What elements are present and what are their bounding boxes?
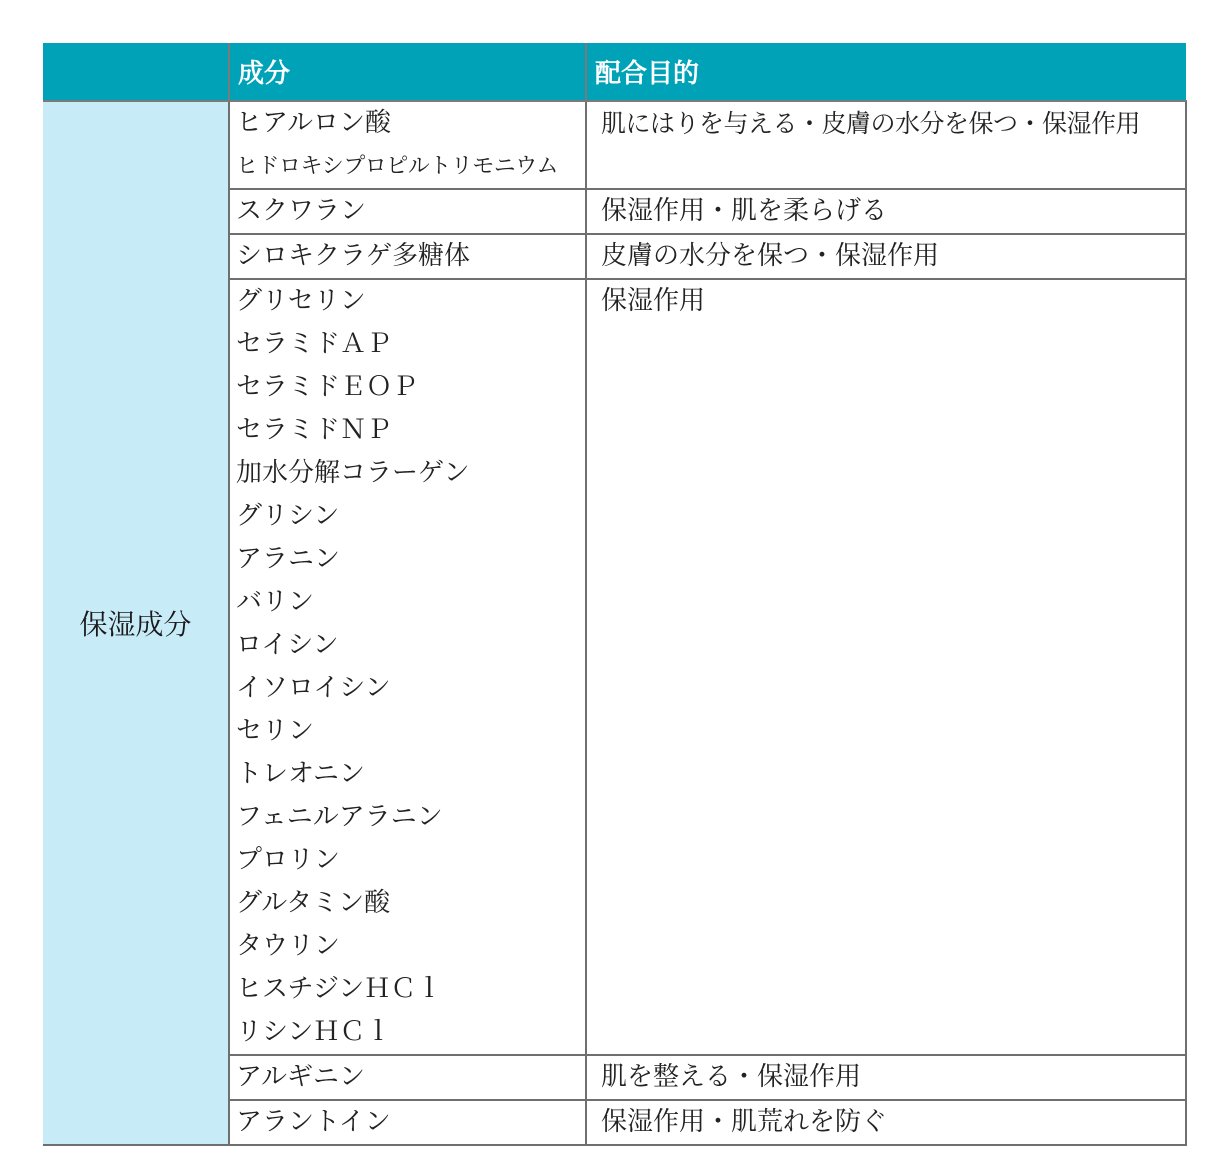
ingredient-cell <box>229 234 586 279</box>
ingredient-cell <box>229 1055 586 1100</box>
ingredient-name: リシンＨＣｌ <box>236 1017 392 1047</box>
ingredient-name: ヒスチジンＨＣｌ <box>236 974 443 1004</box>
ingredient-name: グリセリン <box>236 286 366 316</box>
ingredient-cell <box>229 189 586 234</box>
ingredient-name: フェニルアラニン <box>236 802 443 832</box>
ingredient-name: セラミドＥＯＰ <box>236 372 419 402</box>
ingredient-name: プロリン <box>236 845 341 875</box>
purpose-cell: 保湿作用・肌荒れを防ぐ <box>586 1100 1186 1145</box>
ingredient-cell <box>229 279 586 1055</box>
ingredient-name: イソロイシン <box>236 673 391 703</box>
ingredient-name: アラニン <box>236 544 341 574</box>
purpose-cell: 保湿作用・肌を柔らげる <box>586 189 1186 234</box>
ingredient-name: セリン <box>236 716 315 746</box>
ingredient-name: スクワラン <box>236 196 367 226</box>
ingredient-name: アルギニン <box>236 1062 365 1092</box>
header-ingredient: 成分 <box>229 43 586 101</box>
ingredient-name: シロキクラゲ多糖体 <box>236 241 471 271</box>
ingredients-table <box>43 43 1187 1146</box>
purpose-cell: 肌にはりを与える・皮膚の水分を保つ・保湿作用 <box>586 101 1186 189</box>
ingredient-cell <box>229 101 586 189</box>
ingredient-name: セラミドＮＰ <box>236 415 393 445</box>
purpose-cell: 皮膚の水分を保つ・保湿作用 <box>586 234 1186 279</box>
purpose-cell: 保湿作用 <box>586 279 1186 1055</box>
header-corner-cell <box>43 43 229 101</box>
ingredient-name: グリシン <box>236 501 340 531</box>
table-header-row <box>43 43 1186 101</box>
ingredient-name: セラミドＡＰ <box>236 329 393 359</box>
category-cell: 保湿成分 <box>43 101 229 1145</box>
ingredient-name: タウリン <box>236 931 341 961</box>
ingredient-name: トレオニン <box>236 759 365 789</box>
table-row <box>43 101 1186 189</box>
ingredient-name: 加水分解コラーゲン <box>236 458 470 488</box>
purpose-cell: 肌を整える・保湿作用 <box>586 1055 1186 1100</box>
ingredient-name: バリン <box>236 587 315 617</box>
ingredient-name: グルタミン酸 <box>236 888 391 918</box>
ingredient-name: アラントイン <box>236 1107 391 1137</box>
ingredient-name: ヒドロキシプロピルトリモニウム <box>236 154 559 179</box>
header-purpose: 配合目的 <box>586 43 1186 101</box>
ingredient-name: ロイシン <box>236 630 339 660</box>
ingredient-name: ヒアルロン酸 <box>236 108 391 138</box>
ingredient-cell <box>229 1100 586 1145</box>
